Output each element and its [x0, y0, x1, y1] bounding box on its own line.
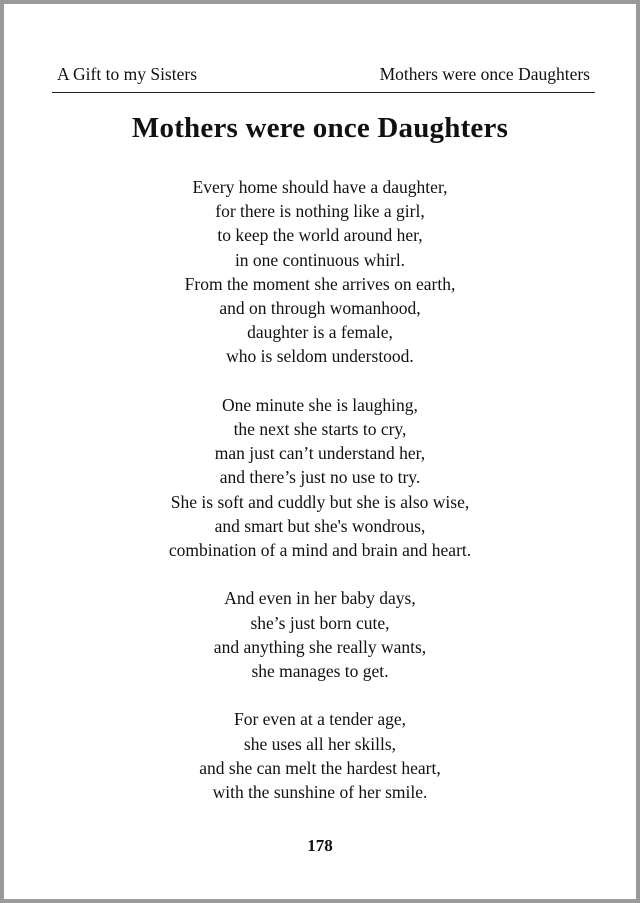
poem-line: who is seldom understood. — [226, 346, 414, 367]
stanza-2 — [4, 393, 636, 562]
stanza-4 — [4, 707, 636, 804]
poem-line: and on through womanhood, — [219, 298, 421, 319]
stanza-1 — [4, 175, 636, 369]
poem-line: she uses all her skills, — [243, 733, 397, 754]
poem-line: in one continuous whirl. — [234, 249, 406, 270]
poem-line: she’s just born cute, — [250, 612, 390, 633]
stanza-3 — [4, 586, 636, 683]
poem-line: for there is nothing like a girl, — [215, 201, 425, 222]
poem-line: and smart but she's wondrous, — [214, 515, 426, 536]
poem-body — [4, 175, 636, 828]
header-chapter-title: Mothers were once Daughters — [379, 64, 590, 84]
poem-line: She is soft and cuddly but she is also wise, — [170, 491, 470, 512]
poem-line: daughter is a female, — [247, 322, 393, 343]
poem-line: combination of a mind and brain and heart. — [168, 540, 472, 561]
header-book-title: A Gift to my Sisters — [57, 64, 198, 84]
poem-line: the next she starts to cry, — [233, 419, 407, 440]
poem-line: to keep the world around her, — [217, 225, 423, 246]
poem-line: Every home should have a daughter, — [192, 177, 448, 197]
poem-line: One minute she is laughing, — [222, 394, 418, 415]
poem-line: with the sunshine of her smile. — [212, 782, 428, 803]
poem-line: man just can’t understand her, — [214, 443, 426, 464]
poem-line: and she can melt the hardest heart, — [199, 757, 441, 778]
poem-title: Mothers were once Daughters — [131, 112, 509, 144]
poem-line: For even at a tender age, — [233, 709, 406, 730]
page-number: 178 — [307, 836, 333, 855]
running-header — [52, 62, 595, 93]
poem-line: and anything she really wants, — [213, 636, 427, 657]
poem-line: and there’s just no use to try. — [219, 467, 421, 488]
poem-line: And even in her baby days, — [224, 588, 416, 609]
poem-line: From the moment she arrives on earth, — [184, 273, 456, 294]
book-page — [4, 4, 636, 899]
poem-line: she manages to get. — [251, 661, 389, 682]
